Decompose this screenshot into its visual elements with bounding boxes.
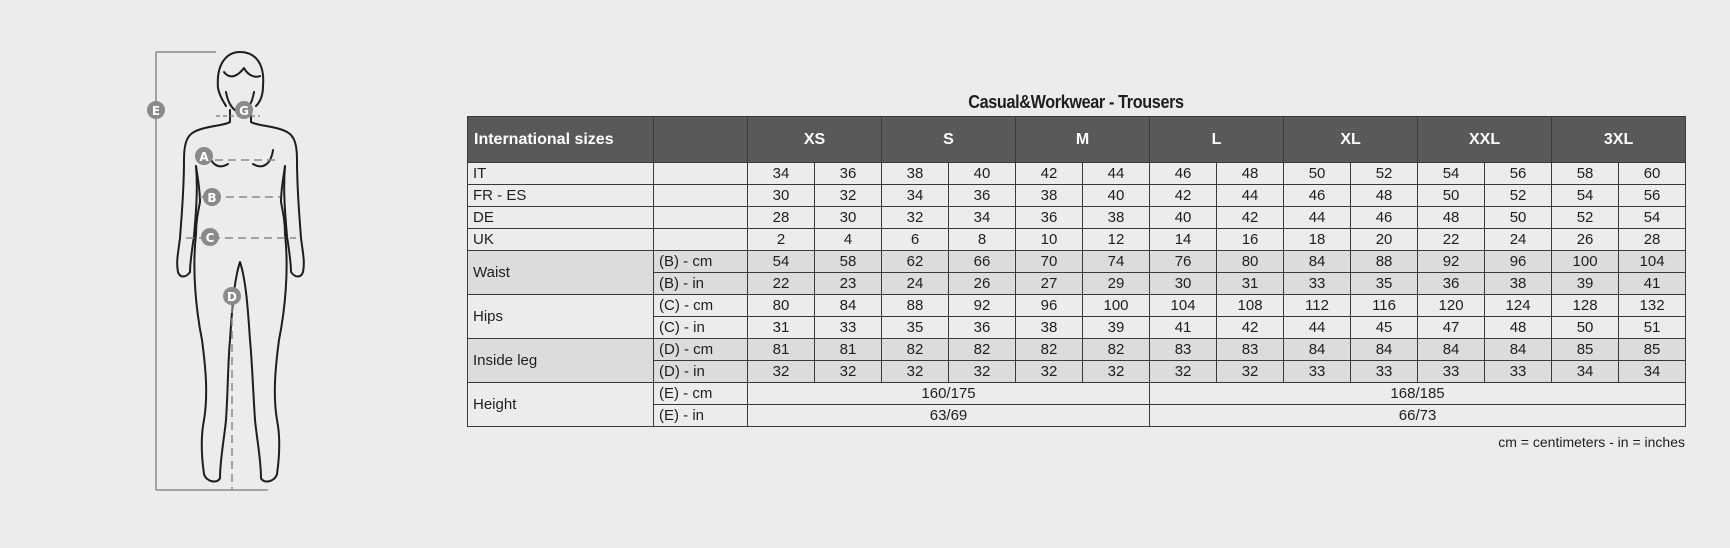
table-cell: 42 bbox=[1217, 207, 1284, 229]
table-cell: 88 bbox=[882, 295, 949, 317]
table-cell: 38 bbox=[1016, 185, 1083, 207]
table-cell: 23 bbox=[815, 273, 882, 295]
table-cell: 30 bbox=[815, 207, 882, 229]
table-cell: 81 bbox=[748, 339, 815, 361]
table-row bbox=[468, 163, 1686, 185]
table-row bbox=[468, 207, 1686, 229]
table-cell: 32 bbox=[1150, 361, 1217, 383]
row-label: DE bbox=[468, 207, 654, 229]
table-cell: 82 bbox=[949, 339, 1016, 361]
table-cell: 104 bbox=[1619, 251, 1686, 273]
table-cell: 38 bbox=[882, 163, 949, 185]
header-size-xs: XS bbox=[748, 117, 882, 163]
table-cell: 44 bbox=[1083, 163, 1150, 185]
table-body bbox=[468, 163, 1686, 427]
table-cell: 82 bbox=[882, 339, 949, 361]
chart-title: Casual&Workwear - Trousers bbox=[968, 92, 1184, 112]
height-range-l-3xl: 168/185 bbox=[1150, 383, 1686, 405]
table-cell: 47 bbox=[1418, 317, 1485, 339]
table-cell: 4 bbox=[815, 229, 882, 251]
table-cell: 2 bbox=[748, 229, 815, 251]
table-cell: 33 bbox=[815, 317, 882, 339]
table-cell: 33 bbox=[1485, 361, 1552, 383]
table-cell: 81 bbox=[815, 339, 882, 361]
table-cell: 50 bbox=[1418, 185, 1485, 207]
table-cell: 96 bbox=[1485, 251, 1552, 273]
table-cell: 42 bbox=[1150, 185, 1217, 207]
measure-label: Waist bbox=[468, 251, 654, 295]
table-cell: 22 bbox=[748, 273, 815, 295]
table-cell: 14 bbox=[1150, 229, 1217, 251]
measure-unit: (B) - cm bbox=[654, 251, 748, 273]
table-cell: 44 bbox=[1284, 207, 1351, 229]
table-cell: 32 bbox=[1217, 361, 1284, 383]
table-cell: 92 bbox=[949, 295, 1016, 317]
table-cell: 124 bbox=[1485, 295, 1552, 317]
table-cell: 30 bbox=[748, 185, 815, 207]
header-size-xxl: XXL bbox=[1418, 117, 1552, 163]
table-cell: 12 bbox=[1083, 229, 1150, 251]
size-table bbox=[467, 116, 1686, 427]
table-cell: 116 bbox=[1351, 295, 1418, 317]
table-cell: 84 bbox=[1284, 251, 1351, 273]
table-row bbox=[468, 339, 1686, 361]
table-cell: 33 bbox=[1351, 361, 1418, 383]
measure-unit: (B) - in bbox=[654, 273, 748, 295]
table-cell: 54 bbox=[1552, 185, 1619, 207]
table-cell: 40 bbox=[1150, 207, 1217, 229]
table-cell: 74 bbox=[1083, 251, 1150, 273]
table-cell: 32 bbox=[1083, 361, 1150, 383]
row-unit-empty bbox=[654, 207, 748, 229]
table-cell: 82 bbox=[1016, 339, 1083, 361]
table-cell: 80 bbox=[1217, 251, 1284, 273]
table-cell: 24 bbox=[882, 273, 949, 295]
marker-e: E bbox=[151, 104, 161, 118]
table-cell: 104 bbox=[1150, 295, 1217, 317]
table-cell: 27 bbox=[1016, 273, 1083, 295]
table-cell: 46 bbox=[1284, 185, 1351, 207]
table-cell: 32 bbox=[815, 185, 882, 207]
table-cell: 34 bbox=[882, 185, 949, 207]
table-cell: 82 bbox=[1083, 339, 1150, 361]
table-cell: 22 bbox=[1418, 229, 1485, 251]
table-cell: 18 bbox=[1284, 229, 1351, 251]
header-size-l: L bbox=[1150, 117, 1284, 163]
height-range-xs-m: 160/175 bbox=[748, 383, 1150, 405]
table-cell: 96 bbox=[1016, 295, 1083, 317]
table-cell: 83 bbox=[1150, 339, 1217, 361]
table-cell: 40 bbox=[1083, 185, 1150, 207]
table-cell: 42 bbox=[1016, 163, 1083, 185]
measure-unit: (C) - cm bbox=[654, 295, 748, 317]
table-cell: 16 bbox=[1217, 229, 1284, 251]
height-unit: (E) - in bbox=[654, 405, 748, 427]
row-unit-empty bbox=[654, 163, 748, 185]
table-cell: 38 bbox=[1485, 273, 1552, 295]
table-cell: 85 bbox=[1552, 339, 1619, 361]
table-cell: 50 bbox=[1552, 317, 1619, 339]
table-row bbox=[468, 185, 1686, 207]
table-cell: 58 bbox=[815, 251, 882, 273]
table-cell: 28 bbox=[1619, 229, 1686, 251]
table-cell: 48 bbox=[1418, 207, 1485, 229]
row-label: UK bbox=[468, 229, 654, 251]
table-cell: 100 bbox=[1552, 251, 1619, 273]
header-unit-blank bbox=[654, 117, 748, 163]
table-cell: 84 bbox=[815, 295, 882, 317]
table-cell: 33 bbox=[1418, 361, 1485, 383]
table-cell: 36 bbox=[949, 185, 1016, 207]
table-cell: 60 bbox=[1619, 163, 1686, 185]
table-cell: 84 bbox=[1284, 339, 1351, 361]
units-legend: cm = centimeters - in = inches bbox=[1498, 434, 1685, 450]
table-cell: 34 bbox=[1619, 361, 1686, 383]
table-cell: 54 bbox=[748, 251, 815, 273]
table-cell: 32 bbox=[882, 207, 949, 229]
table-cell: 42 bbox=[1217, 317, 1284, 339]
table-cell: 48 bbox=[1217, 163, 1284, 185]
table-cell: 46 bbox=[1351, 207, 1418, 229]
table-cell: 34 bbox=[1552, 361, 1619, 383]
table-cell: 62 bbox=[882, 251, 949, 273]
table-cell: 66 bbox=[949, 251, 1016, 273]
table-cell: 58 bbox=[1552, 163, 1619, 185]
marker-d: D bbox=[227, 290, 237, 304]
marker-g: G bbox=[239, 104, 249, 118]
body-measurement-figure bbox=[120, 40, 340, 510]
table-cell: 84 bbox=[1485, 339, 1552, 361]
measure-unit: (D) - cm bbox=[654, 339, 748, 361]
row-unit-empty bbox=[654, 185, 748, 207]
table-cell: 84 bbox=[1418, 339, 1485, 361]
table-cell: 36 bbox=[1418, 273, 1485, 295]
height-range-l-3xl: 66/73 bbox=[1150, 405, 1686, 427]
table-cell: 85 bbox=[1619, 339, 1686, 361]
table-cell: 31 bbox=[1217, 273, 1284, 295]
table-cell: 26 bbox=[949, 273, 1016, 295]
measure-label: Inside leg bbox=[468, 339, 654, 383]
table-cell: 48 bbox=[1351, 185, 1418, 207]
table-cell: 44 bbox=[1217, 185, 1284, 207]
table-row bbox=[468, 229, 1686, 251]
table-cell: 34 bbox=[748, 163, 815, 185]
table-row bbox=[468, 295, 1686, 317]
row-unit-empty bbox=[654, 229, 748, 251]
table-cell: 32 bbox=[1016, 361, 1083, 383]
table-row bbox=[468, 383, 1686, 405]
table-cell: 44 bbox=[1284, 317, 1351, 339]
table-cell: 51 bbox=[1619, 317, 1686, 339]
marker-a: A bbox=[199, 150, 209, 164]
table-cell: 32 bbox=[748, 361, 815, 383]
table-cell: 100 bbox=[1083, 295, 1150, 317]
table-cell: 36 bbox=[949, 317, 1016, 339]
table-cell: 54 bbox=[1418, 163, 1485, 185]
table-cell: 50 bbox=[1485, 207, 1552, 229]
table-cell: 39 bbox=[1552, 273, 1619, 295]
table-cell: 33 bbox=[1284, 361, 1351, 383]
measure-unit: (D) - in bbox=[654, 361, 748, 383]
table-cell: 41 bbox=[1150, 317, 1217, 339]
header-size-3xl: 3XL bbox=[1552, 117, 1686, 163]
table-cell: 33 bbox=[1284, 273, 1351, 295]
row-label: FR - ES bbox=[468, 185, 654, 207]
height-label: Height bbox=[468, 383, 654, 427]
table-cell: 32 bbox=[815, 361, 882, 383]
measure-unit: (C) - in bbox=[654, 317, 748, 339]
header-row bbox=[468, 117, 1686, 163]
table-cell: 6 bbox=[882, 229, 949, 251]
header-size-xl: XL bbox=[1284, 117, 1418, 163]
table-cell: 20 bbox=[1351, 229, 1418, 251]
marker-c: C bbox=[205, 231, 215, 245]
table-cell: 10 bbox=[1016, 229, 1083, 251]
table-cell: 70 bbox=[1016, 251, 1083, 273]
table-row bbox=[468, 251, 1686, 273]
table-cell: 52 bbox=[1351, 163, 1418, 185]
header-international-sizes: International sizes bbox=[468, 117, 654, 163]
table-cell: 28 bbox=[748, 207, 815, 229]
table-cell: 30 bbox=[1150, 273, 1217, 295]
table-cell: 132 bbox=[1619, 295, 1686, 317]
table-cell: 36 bbox=[1016, 207, 1083, 229]
table-cell: 39 bbox=[1083, 317, 1150, 339]
row-label: IT bbox=[468, 163, 654, 185]
table-cell: 35 bbox=[882, 317, 949, 339]
table-cell: 56 bbox=[1619, 185, 1686, 207]
table-cell: 84 bbox=[1351, 339, 1418, 361]
table-cell: 112 bbox=[1284, 295, 1351, 317]
header-size-m: M bbox=[1016, 117, 1150, 163]
table-cell: 34 bbox=[949, 207, 1016, 229]
table-cell: 8 bbox=[949, 229, 1016, 251]
table-cell: 26 bbox=[1552, 229, 1619, 251]
header-size-s: S bbox=[882, 117, 1016, 163]
table-cell: 76 bbox=[1150, 251, 1217, 273]
table-cell: 48 bbox=[1485, 317, 1552, 339]
table-cell: 41 bbox=[1619, 273, 1686, 295]
marker-b: B bbox=[207, 191, 217, 205]
table-cell: 40 bbox=[949, 163, 1016, 185]
table-cell: 52 bbox=[1485, 185, 1552, 207]
table-cell: 31 bbox=[748, 317, 815, 339]
table-cell: 120 bbox=[1418, 295, 1485, 317]
table-cell: 88 bbox=[1351, 251, 1418, 273]
height-unit: (E) - cm bbox=[654, 383, 748, 405]
table-cell: 36 bbox=[815, 163, 882, 185]
table-cell: 56 bbox=[1485, 163, 1552, 185]
table-cell: 128 bbox=[1552, 295, 1619, 317]
measure-label: Hips bbox=[468, 295, 654, 339]
table-cell: 45 bbox=[1351, 317, 1418, 339]
table-cell: 92 bbox=[1418, 251, 1485, 273]
table-cell: 46 bbox=[1150, 163, 1217, 185]
table-cell: 29 bbox=[1083, 273, 1150, 295]
table-cell: 32 bbox=[949, 361, 1016, 383]
table-cell: 52 bbox=[1552, 207, 1619, 229]
table-cell: 32 bbox=[882, 361, 949, 383]
table-cell: 38 bbox=[1016, 317, 1083, 339]
table-cell: 24 bbox=[1485, 229, 1552, 251]
table-cell: 83 bbox=[1217, 339, 1284, 361]
table-cell: 80 bbox=[748, 295, 815, 317]
table-cell: 108 bbox=[1217, 295, 1284, 317]
table-cell: 35 bbox=[1351, 273, 1418, 295]
table-cell: 38 bbox=[1083, 207, 1150, 229]
table-cell: 54 bbox=[1619, 207, 1686, 229]
height-range-xs-m: 63/69 bbox=[748, 405, 1150, 427]
table-cell: 50 bbox=[1284, 163, 1351, 185]
